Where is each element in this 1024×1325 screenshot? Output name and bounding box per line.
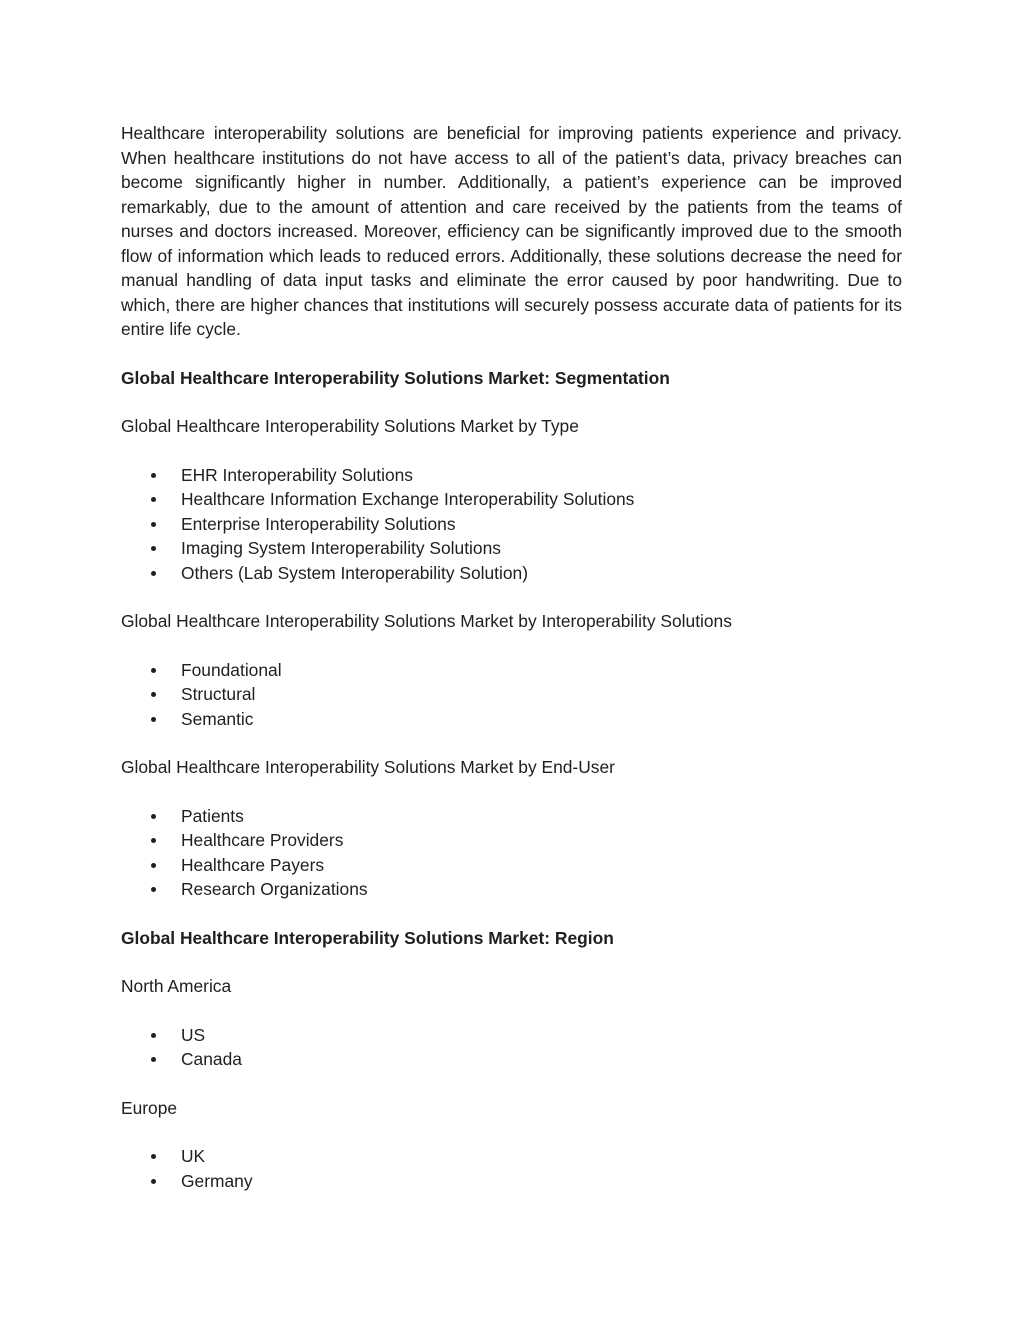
list-item-label: UK	[181, 1146, 206, 1166]
list-item-label: Structural	[181, 684, 256, 704]
bullet-icon	[151, 717, 156, 722]
list-item	[121, 682, 902, 707]
list-item	[121, 1023, 902, 1048]
north-america-title: North America	[121, 976, 232, 996]
list-item	[121, 804, 902, 829]
list-item-label: Research Organizations	[181, 879, 368, 899]
bullet-icon	[151, 546, 156, 551]
bullet-icon	[151, 814, 156, 819]
bullet-icon	[151, 1057, 156, 1062]
list-item	[121, 877, 902, 902]
list-item	[121, 463, 902, 488]
europe-title: Europe	[121, 1097, 178, 1118]
europe-list	[121, 1144, 902, 1193]
bullet-icon	[151, 571, 156, 576]
list-item-label: EHR Interoperability Solutions	[181, 464, 413, 485]
list-item	[121, 487, 902, 512]
bullet-icon	[151, 1033, 156, 1038]
list-item-label: US	[181, 1024, 206, 1045]
bullet-icon	[151, 473, 156, 478]
list-item-label: Others (Lab System Interoperability Solution)	[181, 562, 529, 583]
document-page	[121, 121, 902, 1193]
list-item	[121, 512, 902, 537]
bullet-icon	[151, 1179, 156, 1184]
by-type-title: Global Healthcare Interoperability Solutions Market by Type	[121, 416, 579, 436]
list-item-label: Enterprise Interoperability Solutions	[181, 513, 456, 534]
list-item	[121, 658, 902, 683]
segmentation-heading: Global Healthcare Interoperability Solutions Market: Segmentation	[121, 367, 670, 388]
list-item-label: Foundational	[181, 659, 282, 680]
list-item	[121, 536, 902, 561]
list-item	[121, 853, 902, 878]
bullet-icon	[151, 522, 156, 527]
bullet-icon	[151, 863, 156, 868]
bullet-icon	[151, 1154, 156, 1159]
by-interoperability-list	[121, 658, 902, 732]
by-interoperability-title: Global Healthcare Interoperability Solutions Market by Interoperability Solutions	[121, 611, 732, 631]
list-item-label: Germany	[181, 1170, 253, 1191]
list-item	[121, 1144, 902, 1169]
region-heading: Global Healthcare Interoperability Solutions Market: Region	[121, 927, 614, 948]
bullet-icon	[151, 668, 156, 673]
intro-paragraph: Healthcare interoperability solutions are beneficial for improving patients experience and privacy. When healthcare institutions do not have access to all of the patient’s data, privacy breaches can become significantly higher in number. Additionally, a patient’s experience can be improved remarkably, due to the amount of attention and care received by the patients from the teams of nurses and doctors increased. Moreover, efficiency can be significantly improved due to the smooth flow of information which leads to reduced errors. Additionally, these solutions decrease the need for manual handling of data input tasks and eliminate the error caused by poor handwriting. Due to which, there are higher chances that institutions will securely possess accurate data of patients for its entire life cycle.	[121, 123, 902, 339]
list-item	[121, 707, 902, 732]
list-item-label: Healthcare Payers	[181, 854, 325, 875]
by-end-user-list	[121, 804, 902, 902]
by-end-user-title: Global Healthcare Interoperability Solutions Market by End-User	[121, 757, 615, 777]
list-item-label: Semantic	[181, 708, 254, 729]
list-item-label: Imaging System Interoperability Solutions	[181, 538, 501, 558]
list-item	[121, 561, 902, 586]
list-item-label: Healthcare Providers	[181, 830, 344, 850]
list-item	[121, 1169, 902, 1194]
bullet-icon	[151, 887, 156, 892]
list-item	[121, 1047, 902, 1072]
list-item-label: Healthcare Information Exchange Interoperability Solutions	[181, 489, 635, 509]
by-type-list	[121, 463, 902, 586]
bullet-icon	[151, 497, 156, 502]
bullet-icon	[151, 838, 156, 843]
list-item-label: Patients	[181, 805, 244, 826]
north-america-list	[121, 1023, 902, 1072]
list-item	[121, 828, 902, 853]
list-item-label: Canada	[181, 1049, 242, 1069]
bullet-icon	[151, 692, 156, 697]
